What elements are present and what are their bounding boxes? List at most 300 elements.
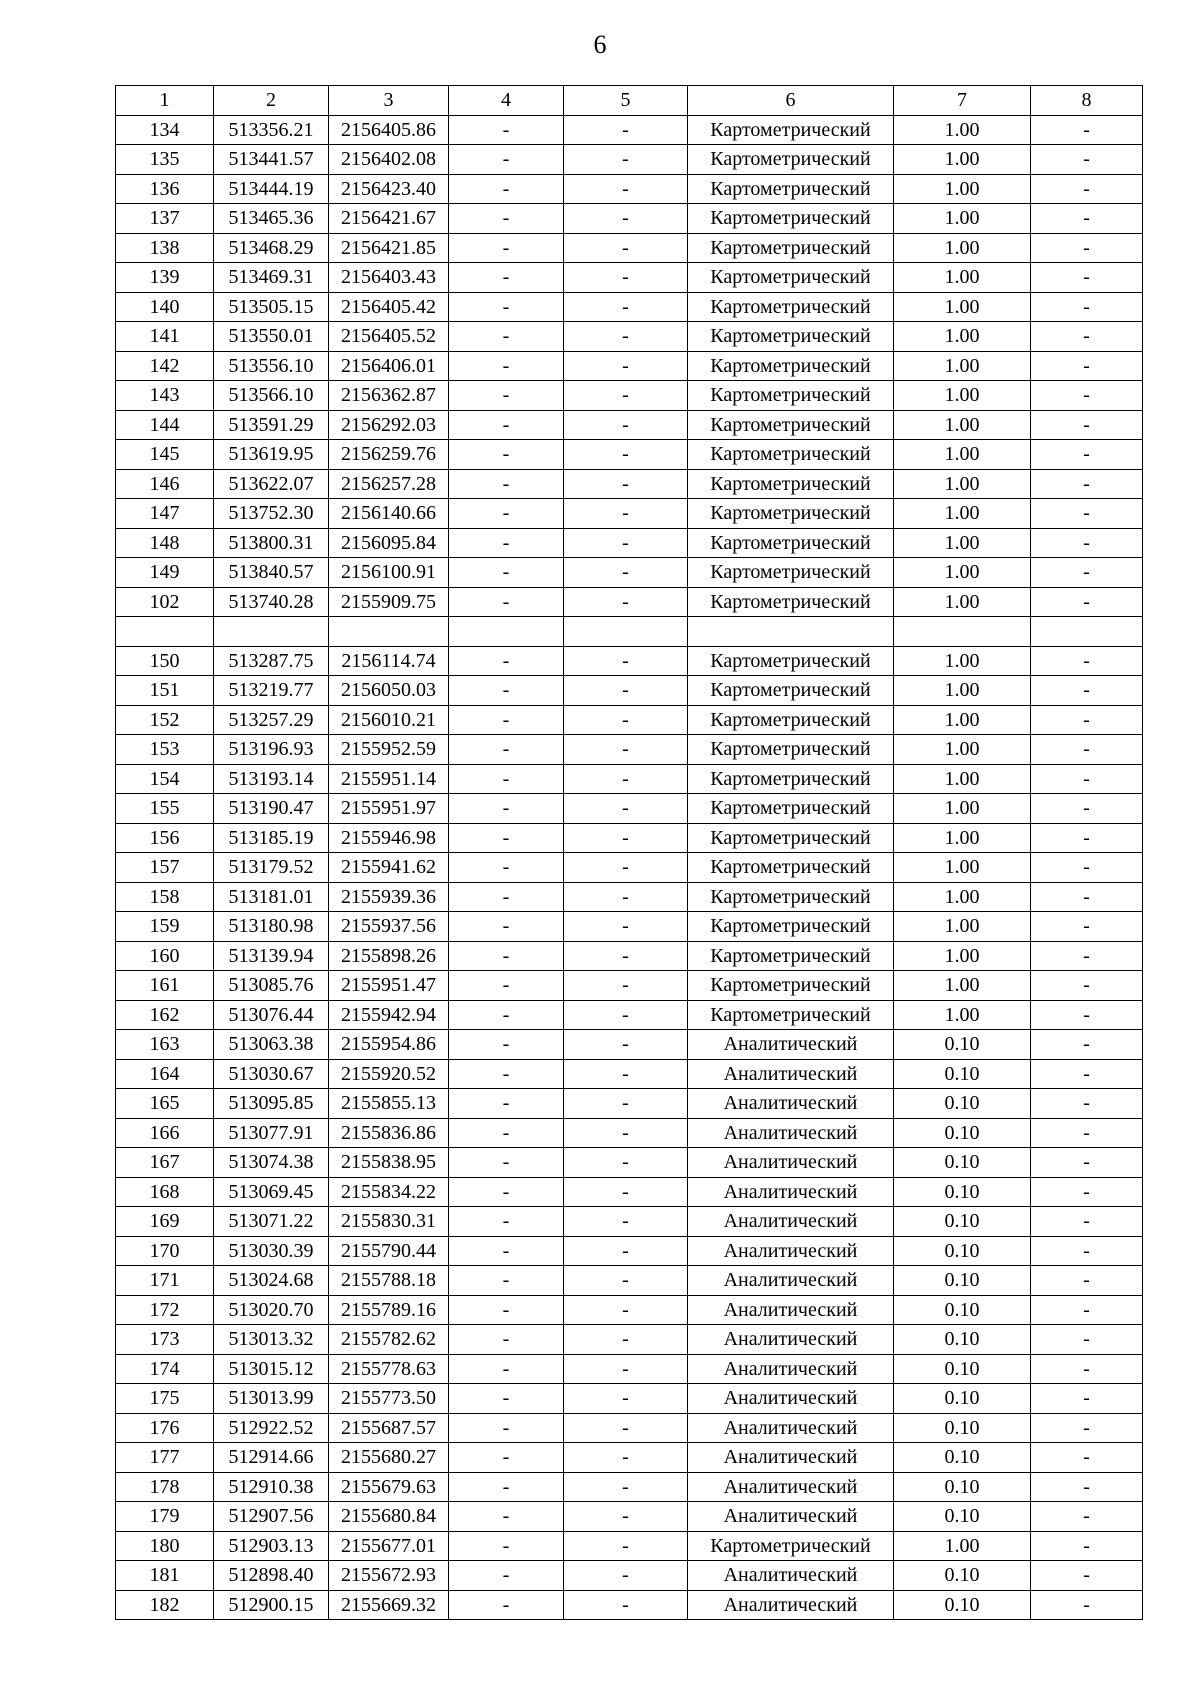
point-number-cell: 175 [116, 1384, 214, 1414]
accuracy-cell: 1.00 [894, 1531, 1031, 1561]
point-number-cell: 138 [116, 233, 214, 263]
col-4-cell: - [449, 410, 564, 440]
y-coordinate-cell: 2155669.32 [329, 1590, 449, 1620]
table-row [116, 351, 1143, 381]
accuracy-cell: 0.10 [894, 1561, 1031, 1591]
col-5-cell: - [564, 676, 688, 706]
point-number-cell: 143 [116, 381, 214, 411]
table-row [116, 617, 1143, 647]
point-number-cell: 136 [116, 174, 214, 204]
col-8-cell [1031, 617, 1143, 647]
method-cell: Картометрический [688, 971, 894, 1001]
col-5-cell: - [564, 381, 688, 411]
y-coordinate-cell: 2155951.47 [329, 971, 449, 1001]
method-cell: Аналитический [688, 1561, 894, 1591]
method-cell: Аналитический [688, 1295, 894, 1325]
col-8-cell: - [1031, 1443, 1143, 1473]
table-row [116, 440, 1143, 470]
col-5-cell: - [564, 1354, 688, 1384]
y-coordinate-cell: 2155789.16 [329, 1295, 449, 1325]
method-cell: Картометрический [688, 587, 894, 617]
col-5-cell: - [564, 1118, 688, 1148]
y-coordinate-cell: 2156292.03 [329, 410, 449, 440]
col-5-cell: - [564, 1030, 688, 1060]
accuracy-cell: 0.10 [894, 1590, 1031, 1620]
x-coordinate-cell: 513185.19 [214, 823, 329, 853]
table-row [116, 941, 1143, 971]
y-coordinate-cell: 2155952.59 [329, 735, 449, 765]
method-cell: Аналитический [688, 1089, 894, 1119]
col-8-cell: - [1031, 941, 1143, 971]
col-8-cell: - [1031, 1148, 1143, 1178]
y-coordinate-cell: 2156114.74 [329, 646, 449, 676]
method-cell: Аналитический [688, 1030, 894, 1060]
col-8-cell: - [1031, 764, 1143, 794]
table-row [116, 1531, 1143, 1561]
col-8-cell: - [1031, 823, 1143, 853]
col-8-cell: - [1031, 1502, 1143, 1532]
method-cell: Аналитический [688, 1118, 894, 1148]
table-row [116, 823, 1143, 853]
y-coordinate-cell: 2156405.42 [329, 292, 449, 322]
accuracy-cell: 1.00 [894, 292, 1031, 322]
y-coordinate-cell: 2156140.66 [329, 499, 449, 529]
y-coordinate-cell: 2156421.67 [329, 204, 449, 234]
x-coordinate-cell: 513013.99 [214, 1384, 329, 1414]
col-8-cell: - [1031, 322, 1143, 352]
col-5-cell: - [564, 735, 688, 765]
accuracy-cell: 1.00 [894, 587, 1031, 617]
point-number-cell: 177 [116, 1443, 214, 1473]
table-row [116, 528, 1143, 558]
y-coordinate-cell: 2155909.75 [329, 587, 449, 617]
y-coordinate-cell: 2156403.43 [329, 263, 449, 293]
method-cell: Картометрический [688, 410, 894, 440]
table-row [116, 558, 1143, 588]
x-coordinate-cell: 513095.85 [214, 1089, 329, 1119]
point-number-cell: 139 [116, 263, 214, 293]
method-cell: Аналитический [688, 1472, 894, 1502]
y-coordinate-cell: 2155920.52 [329, 1059, 449, 1089]
accuracy-cell: 1.00 [894, 263, 1031, 293]
col-4-cell: - [449, 499, 564, 529]
y-coordinate-cell: 2156100.91 [329, 558, 449, 588]
method-cell: Картометрический [688, 646, 894, 676]
point-number-cell: 179 [116, 1502, 214, 1532]
x-coordinate-cell: 513505.15 [214, 292, 329, 322]
point-number-cell: 182 [116, 1590, 214, 1620]
point-number-cell: 157 [116, 853, 214, 883]
point-number-cell: 142 [116, 351, 214, 381]
col-4-cell: - [449, 646, 564, 676]
y-coordinate-cell: 2155790.44 [329, 1236, 449, 1266]
point-number-cell [116, 617, 214, 647]
col-5-cell: - [564, 794, 688, 824]
col-5-cell: - [564, 1266, 688, 1296]
y-coordinate-cell: 2156406.01 [329, 351, 449, 381]
method-cell: Картометрический [688, 823, 894, 853]
x-coordinate-cell: 513591.29 [214, 410, 329, 440]
col-4-cell: - [449, 1354, 564, 1384]
method-cell: Картометрический [688, 941, 894, 971]
accuracy-cell: 0.10 [894, 1207, 1031, 1237]
point-number-cell: 145 [116, 440, 214, 470]
col-5-cell: - [564, 1590, 688, 1620]
x-coordinate-cell: 513619.95 [214, 440, 329, 470]
col-4-cell: - [449, 1177, 564, 1207]
table-row [116, 1089, 1143, 1119]
point-number-cell: 154 [116, 764, 214, 794]
y-coordinate-cell: 2156362.87 [329, 381, 449, 411]
col-5-cell: - [564, 469, 688, 499]
col-4-cell: - [449, 1118, 564, 1148]
accuracy-cell: 0.10 [894, 1030, 1031, 1060]
col-4-cell: - [449, 528, 564, 558]
table-row [116, 882, 1143, 912]
col-4-cell: - [449, 115, 564, 145]
col-4-cell: - [449, 1443, 564, 1473]
col-5-cell: - [564, 941, 688, 971]
col-5-cell: - [564, 1000, 688, 1030]
col-4-cell: - [449, 1531, 564, 1561]
accuracy-cell: 1.00 [894, 174, 1031, 204]
header-cell: 8 [1031, 86, 1143, 116]
point-number-cell: 178 [116, 1472, 214, 1502]
col-5-cell: - [564, 1148, 688, 1178]
col-8-cell: - [1031, 469, 1143, 499]
accuracy-cell: 1.00 [894, 558, 1031, 588]
y-coordinate-cell: 2155838.95 [329, 1148, 449, 1178]
method-cell: Картометрический [688, 115, 894, 145]
col-8-cell: - [1031, 882, 1143, 912]
x-coordinate-cell: 513074.38 [214, 1148, 329, 1178]
method-cell: Картометрический [688, 735, 894, 765]
col-8-cell: - [1031, 1059, 1143, 1089]
page-number: 6 [593, 30, 607, 59]
col-5-cell: - [564, 1531, 688, 1561]
method-cell: Картометрический [688, 381, 894, 411]
point-number-cell: 147 [116, 499, 214, 529]
method-cell: Картометрический [688, 676, 894, 706]
col-5-cell: - [564, 1089, 688, 1119]
method-cell: Картометрический [688, 1000, 894, 1030]
y-coordinate-cell: 2156050.03 [329, 676, 449, 706]
col-8-cell: - [1031, 440, 1143, 470]
method-cell: Аналитический [688, 1177, 894, 1207]
y-coordinate-cell: 2156095.84 [329, 528, 449, 558]
accuracy-cell: 1.00 [894, 794, 1031, 824]
point-number-cell: 152 [116, 705, 214, 735]
table-row [116, 174, 1143, 204]
col-4-cell: - [449, 853, 564, 883]
method-cell: Картометрический [688, 292, 894, 322]
coordinates-table [115, 85, 1143, 1620]
point-number-cell: 181 [116, 1561, 214, 1591]
x-coordinate-cell: 513287.75 [214, 646, 329, 676]
table-row [116, 1502, 1143, 1532]
accuracy-cell: 1.00 [894, 410, 1031, 440]
y-coordinate-cell: 2155834.22 [329, 1177, 449, 1207]
x-coordinate-cell: 513219.77 [214, 676, 329, 706]
accuracy-cell: 1.00 [894, 115, 1031, 145]
table-row [116, 1177, 1143, 1207]
y-coordinate-cell: 2155954.86 [329, 1030, 449, 1060]
x-coordinate-cell: 513063.38 [214, 1030, 329, 1060]
method-cell: Картометрический [688, 912, 894, 942]
table-row [116, 410, 1143, 440]
col-4-cell: - [449, 912, 564, 942]
point-number-cell: 163 [116, 1030, 214, 1060]
point-number-cell: 156 [116, 823, 214, 853]
col-5-cell: - [564, 174, 688, 204]
x-coordinate-cell: 513556.10 [214, 351, 329, 381]
col-5-cell [564, 617, 688, 647]
col-5-cell: - [564, 1059, 688, 1089]
col-5-cell: - [564, 764, 688, 794]
point-number-cell: 165 [116, 1089, 214, 1119]
accuracy-cell: 1.00 [894, 1000, 1031, 1030]
col-5-cell: - [564, 499, 688, 529]
y-coordinate-cell: 2156259.76 [329, 440, 449, 470]
x-coordinate-cell: 513566.10 [214, 381, 329, 411]
table-row [116, 1443, 1143, 1473]
col-4-cell: - [449, 1089, 564, 1119]
col-8-cell: - [1031, 1030, 1143, 1060]
method-cell [688, 617, 894, 647]
col-5-cell: - [564, 351, 688, 381]
table-row [116, 1325, 1143, 1355]
x-coordinate-cell: 513800.31 [214, 528, 329, 558]
x-coordinate-cell: 513444.19 [214, 174, 329, 204]
col-8-cell: - [1031, 1531, 1143, 1561]
col-8-cell: - [1031, 676, 1143, 706]
method-cell: Картометрический [688, 174, 894, 204]
col-4-cell: - [449, 1236, 564, 1266]
method-cell: Картометрический [688, 558, 894, 588]
point-number-cell: 155 [116, 794, 214, 824]
accuracy-cell: 1.00 [894, 381, 1031, 411]
accuracy-cell: 0.10 [894, 1295, 1031, 1325]
method-cell: Картометрический [688, 145, 894, 175]
col-5-cell: - [564, 1472, 688, 1502]
table-row [116, 1472, 1143, 1502]
col-8-cell: - [1031, 1354, 1143, 1384]
accuracy-cell: 0.10 [894, 1325, 1031, 1355]
y-coordinate-cell: 2155939.36 [329, 882, 449, 912]
table-row [116, 794, 1143, 824]
y-coordinate-cell: 2155687.57 [329, 1413, 449, 1443]
col-8-cell: - [1031, 263, 1143, 293]
col-4-cell: - [449, 1059, 564, 1089]
method-cell: Картометрический [688, 1531, 894, 1561]
col-8-cell: - [1031, 1000, 1143, 1030]
col-5-cell: - [564, 1207, 688, 1237]
y-coordinate-cell: 2155830.31 [329, 1207, 449, 1237]
accuracy-cell: 1.00 [894, 705, 1031, 735]
x-coordinate-cell: 513181.01 [214, 882, 329, 912]
y-coordinate-cell: 2155937.56 [329, 912, 449, 942]
col-8-cell: - [1031, 794, 1143, 824]
point-number-cell: 167 [116, 1148, 214, 1178]
x-coordinate-cell: 512900.15 [214, 1590, 329, 1620]
accuracy-cell: 1.00 [894, 823, 1031, 853]
col-4-cell: - [449, 322, 564, 352]
point-number-cell: 174 [116, 1354, 214, 1384]
method-cell: Аналитический [688, 1590, 894, 1620]
x-coordinate-cell: 513071.22 [214, 1207, 329, 1237]
method-cell: Картометрический [688, 440, 894, 470]
col-8-cell: - [1031, 145, 1143, 175]
x-coordinate-cell: 513190.47 [214, 794, 329, 824]
col-4-cell: - [449, 440, 564, 470]
point-number-cell: 158 [116, 882, 214, 912]
col-8-cell: - [1031, 735, 1143, 765]
point-number-cell: 140 [116, 292, 214, 322]
x-coordinate-cell: 513085.76 [214, 971, 329, 1001]
method-cell: Картометрический [688, 233, 894, 263]
col-8-cell: - [1031, 115, 1143, 145]
accuracy-cell: 1.00 [894, 351, 1031, 381]
table-row [116, 587, 1143, 617]
col-5-cell: - [564, 1502, 688, 1532]
accuracy-cell: 1.00 [894, 735, 1031, 765]
y-coordinate-cell: 2155951.97 [329, 794, 449, 824]
col-8-cell: - [1031, 1561, 1143, 1591]
method-cell: Аналитический [688, 1325, 894, 1355]
col-8-cell: - [1031, 1207, 1143, 1237]
method-cell: Картометрический [688, 263, 894, 293]
col-4-cell: - [449, 1472, 564, 1502]
col-4-cell: - [449, 1384, 564, 1414]
table-body [116, 86, 1143, 1620]
col-5-cell: - [564, 145, 688, 175]
col-8-cell: - [1031, 1413, 1143, 1443]
col-4-cell: - [449, 794, 564, 824]
col-8-cell: - [1031, 1236, 1143, 1266]
point-number-cell: 170 [116, 1236, 214, 1266]
col-8-cell: - [1031, 1472, 1143, 1502]
table-row [116, 263, 1143, 293]
y-coordinate-cell: 2155680.84 [329, 1502, 449, 1532]
header-cell: 7 [894, 86, 1031, 116]
col-4-cell: - [449, 233, 564, 263]
method-cell: Аналитический [688, 1502, 894, 1532]
col-5-cell: - [564, 292, 688, 322]
col-4-cell: - [449, 174, 564, 204]
col-5-cell: - [564, 823, 688, 853]
x-coordinate-cell: 513356.21 [214, 115, 329, 145]
col-4-cell: - [449, 145, 564, 175]
col-5-cell: - [564, 1177, 688, 1207]
method-cell: Картометрический [688, 322, 894, 352]
col-5-cell: - [564, 410, 688, 440]
table-row [116, 676, 1143, 706]
y-coordinate-cell: 2155773.50 [329, 1384, 449, 1414]
table-row [116, 646, 1143, 676]
x-coordinate-cell: 512914.66 [214, 1443, 329, 1473]
table-row [116, 1413, 1143, 1443]
col-4-cell: - [449, 1502, 564, 1532]
y-coordinate-cell: 2155677.01 [329, 1531, 449, 1561]
col-8-cell: - [1031, 1295, 1143, 1325]
accuracy-cell: 0.10 [894, 1502, 1031, 1532]
accuracy-cell: 0.10 [894, 1266, 1031, 1296]
y-coordinate-cell: 2155679.63 [329, 1472, 449, 1502]
y-coordinate-cell: 2156257.28 [329, 469, 449, 499]
x-coordinate-cell: 513030.67 [214, 1059, 329, 1089]
point-number-cell: 176 [116, 1413, 214, 1443]
table-row [116, 853, 1143, 883]
col-4-cell: - [449, 735, 564, 765]
x-coordinate-cell: 513069.45 [214, 1177, 329, 1207]
table-row [116, 1118, 1143, 1148]
col-8-cell: - [1031, 971, 1143, 1001]
col-4-cell: - [449, 351, 564, 381]
col-5-cell: - [564, 853, 688, 883]
table-row [116, 1354, 1143, 1384]
x-coordinate-cell: 513193.14 [214, 764, 329, 794]
point-number-cell: 150 [116, 646, 214, 676]
accuracy-cell: 1.00 [894, 499, 1031, 529]
col-4-cell: - [449, 1590, 564, 1620]
col-4-cell: - [449, 263, 564, 293]
col-8-cell: - [1031, 499, 1143, 529]
accuracy-cell: 1.00 [894, 233, 1031, 263]
col-8-cell: - [1031, 528, 1143, 558]
point-number-cell: 173 [116, 1325, 214, 1355]
col-8-cell: - [1031, 1266, 1143, 1296]
x-coordinate-cell: 513740.28 [214, 587, 329, 617]
method-cell: Картометрический [688, 351, 894, 381]
col-8-cell: - [1031, 410, 1143, 440]
table-row [116, 912, 1143, 942]
table-row [116, 1561, 1143, 1591]
accuracy-cell: 1.00 [894, 882, 1031, 912]
col-5-cell: - [564, 1325, 688, 1355]
table-row [116, 499, 1143, 529]
y-coordinate-cell: 2156402.08 [329, 145, 449, 175]
col-8-cell: - [1031, 558, 1143, 588]
point-number-cell: 169 [116, 1207, 214, 1237]
x-coordinate-cell: 513840.57 [214, 558, 329, 588]
col-5-cell: - [564, 912, 688, 942]
table-row [116, 705, 1143, 735]
y-coordinate-cell: 2155778.63 [329, 1354, 449, 1384]
method-cell: Картометрический [688, 853, 894, 883]
point-number-cell: 135 [116, 145, 214, 175]
x-coordinate-cell: 513622.07 [214, 469, 329, 499]
accuracy-cell: 1.00 [894, 145, 1031, 175]
header-cell: 3 [329, 86, 449, 116]
point-number-cell: 144 [116, 410, 214, 440]
col-8-cell: - [1031, 1384, 1143, 1414]
x-coordinate-cell: 512903.13 [214, 1531, 329, 1561]
col-4-cell: - [449, 823, 564, 853]
col-4-cell: - [449, 676, 564, 706]
col-5-cell: - [564, 1384, 688, 1414]
col-8-cell: - [1031, 233, 1143, 263]
point-number-cell: 159 [116, 912, 214, 942]
method-cell: Аналитический [688, 1266, 894, 1296]
col-4-cell: - [449, 882, 564, 912]
point-number-cell: 102 [116, 587, 214, 617]
x-coordinate-cell: 513752.30 [214, 499, 329, 529]
table-row [116, 1384, 1143, 1414]
table-row [116, 735, 1143, 765]
x-coordinate-cell [214, 617, 329, 647]
col-4-cell: - [449, 469, 564, 499]
y-coordinate-cell: 2156421.85 [329, 233, 449, 263]
